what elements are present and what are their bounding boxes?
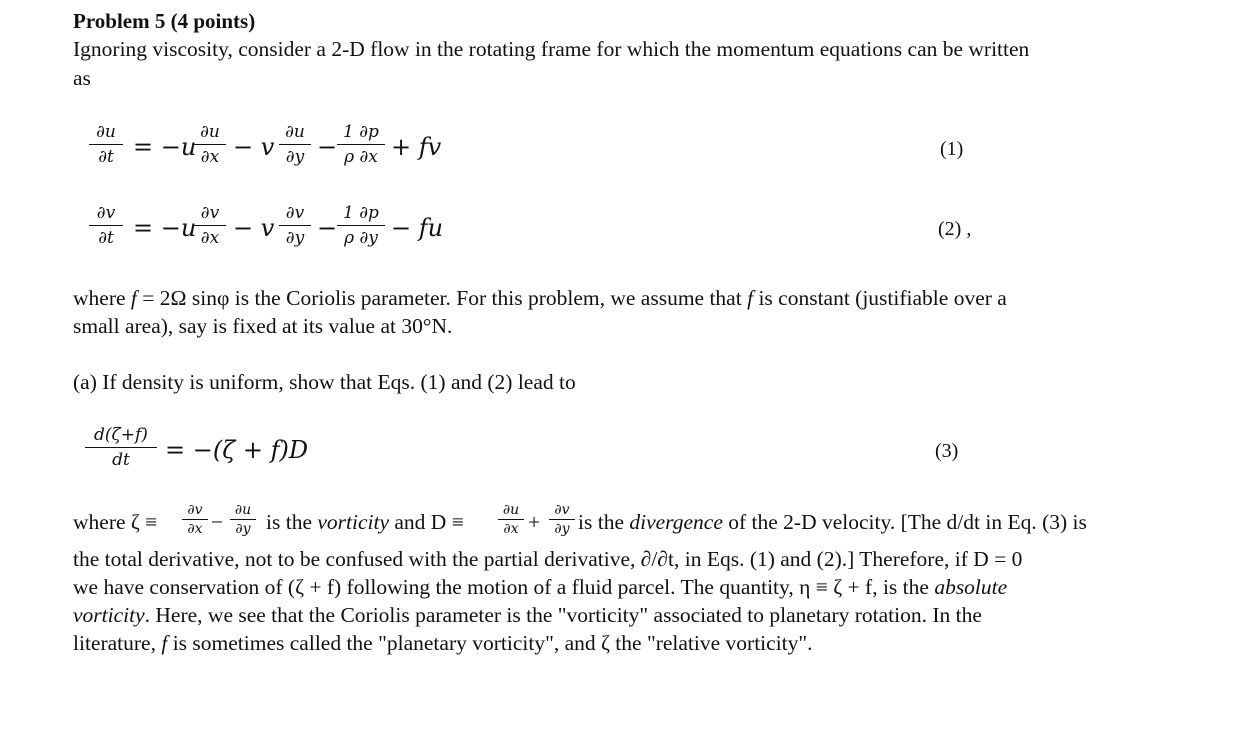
eq1-frac-3-den: ρ ∂x <box>344 147 378 167</box>
eq1-term-3: − <box>317 133 338 161</box>
p2-line-2: the total derivative, not to be confused with the partial derivative, ∂/∂t, in Eqs. (1) and (2).] Therefore, if D = 0 <box>73 547 1023 571</box>
eq1-term-4: + fv <box>391 133 442 161</box>
p2-line-3-a: we have conservation of (ζ + f) following the motion of a fluid parcel. The quantity, η ≡ ζ + f, is the <box>73 575 935 599</box>
p2-line-4-b: . Here, we see that the Coriolis parameter is the "vorticity" associated to planetary rotation. In the <box>144 603 982 627</box>
zeta-minus: − <box>211 510 224 534</box>
eq2-frac-1-num: ∂v <box>200 203 220 223</box>
p2-where-zeta: where ζ ≡ <box>73 510 158 534</box>
div-frac-1-num: ∂u <box>502 502 520 518</box>
eq1-lhs-den: ∂t <box>98 147 114 167</box>
div-frac-2-num: ∂v <box>554 502 570 518</box>
eq1-frac-2-num: ∂u <box>285 122 305 142</box>
div-frac-1 <box>498 502 524 537</box>
eq2-term-3: − <box>317 214 338 242</box>
zeta-frac-2-num: ∂u <box>234 502 252 518</box>
eq1-term-2: − v <box>233 133 275 161</box>
zeta-frac-1 <box>182 502 208 537</box>
eq2-frac-2 <box>279 203 311 248</box>
p2-line-5-a: literature, <box>73 631 162 655</box>
eq3-lhs-den: dt <box>112 450 130 470</box>
p1-f-symbol-2: f <box>747 286 754 310</box>
eq1-frac-1-den: ∂x <box>200 147 220 167</box>
paragraph-1-line-2: small area), say is fixed at its value at 30°N. <box>73 314 453 338</box>
part-a-prompt: (a) If density is uniform, show that Eqs. (1) and (2) lead to <box>73 370 576 394</box>
eq2-label: (2) , <box>938 218 972 240</box>
eq2-frac-3 <box>337 203 385 248</box>
eq2-frac-3-den: ρ ∂y <box>344 228 378 248</box>
p2-divergence-word: divergence <box>629 510 723 534</box>
eq2-term-4: − fu <box>391 214 444 242</box>
eq1-frac-2 <box>279 122 311 167</box>
p2-vorticity-word: vorticity <box>317 510 389 534</box>
eq1-frac-1-num: ∂u <box>200 122 220 142</box>
eq1-frac-1 <box>194 122 226 167</box>
p2-line-3 <box>73 574 1007 601</box>
eq1-frac-2-den: ∂y <box>285 147 305 167</box>
eq2-lhs-num: ∂v <box>96 203 116 223</box>
p2-is-the-2: is the <box>578 510 630 534</box>
p2-vorticity-word-2: vorticity <box>73 603 145 627</box>
zeta-frac-2 <box>230 502 256 537</box>
eq2-lhs-fraction <box>89 203 123 248</box>
p2-line-5 <box>73 630 813 657</box>
paragraph-1-line-1 <box>73 285 1007 312</box>
p2-vorticity-phrase <box>266 509 464 536</box>
eq1-term-1: = −u <box>133 133 197 161</box>
p2-and-d: and D ≡ <box>389 510 464 534</box>
zeta-frac-2-den: ∂y <box>235 521 251 537</box>
eq3-lhs-num: d(ζ+f) <box>94 425 148 445</box>
p2-is-the: is the <box>266 510 318 534</box>
eq3-lhs-fraction <box>85 425 157 470</box>
eq1-frac-3 <box>337 122 385 167</box>
p2-line-4 <box>73 602 982 629</box>
eq2-term-1: = −u <box>133 214 197 242</box>
eq2-frac-1 <box>194 203 226 248</box>
div-frac-2-den: ∂y <box>554 521 570 537</box>
eq1-label: (1) <box>940 138 964 160</box>
eq2-frac-1-den: ∂x <box>200 228 220 248</box>
p2-divergence-phrase <box>578 509 1087 536</box>
eq1-lhs-num: ∂u <box>96 122 116 142</box>
eq2-lhs-den: ∂t <box>98 228 114 248</box>
eq2-frac-2-den: ∂y <box>285 228 305 248</box>
eq2-term-2: − v <box>233 214 275 242</box>
eq1-lhs-fraction <box>89 122 123 167</box>
problem-title: Problem 5 (4 points) <box>73 9 256 33</box>
zeta-frac-1-den: ∂x <box>187 521 203 537</box>
p2-absolute-word: absolute <box>934 575 1008 599</box>
p2-rest-line-1: of the 2-D velocity. [The d/dt in Eq. (3) is <box>722 510 1087 534</box>
eq2-frac-2-num: ∂v <box>285 203 305 223</box>
eq1-frac-3-num: 1 ∂p <box>343 122 379 142</box>
eq2-frac-3-num: 1 ∂p <box>343 203 379 223</box>
p1-text-a: where <box>73 286 131 310</box>
p1-text-c: is constant (justifiable over a <box>753 286 1007 310</box>
p2-f-symbol: f <box>161 631 168 655</box>
p1-f-symbol: f <box>130 286 137 310</box>
p1-text-b: = 2Ω sinφ is the Coriolis parameter. For this problem, we assume that <box>136 286 748 310</box>
p2-line-5-b: is sometimes called the "planetary vorticity", and ζ the "relative vorticity". <box>167 631 813 655</box>
eq3-label: (3) <box>935 440 959 462</box>
eq3-rhs: = −(ζ + f)D <box>165 436 309 464</box>
intro-line-1: Ignoring viscosity, consider a 2-D flow in the rotating frame for which the momentum equations can be written <box>73 37 1030 61</box>
zeta-frac-1-num: ∂v <box>187 502 203 518</box>
intro-line-2: as <box>73 66 91 90</box>
div-frac-2 <box>549 502 575 537</box>
div-plus: + <box>528 510 541 534</box>
div-frac-1-den: ∂x <box>503 521 519 537</box>
